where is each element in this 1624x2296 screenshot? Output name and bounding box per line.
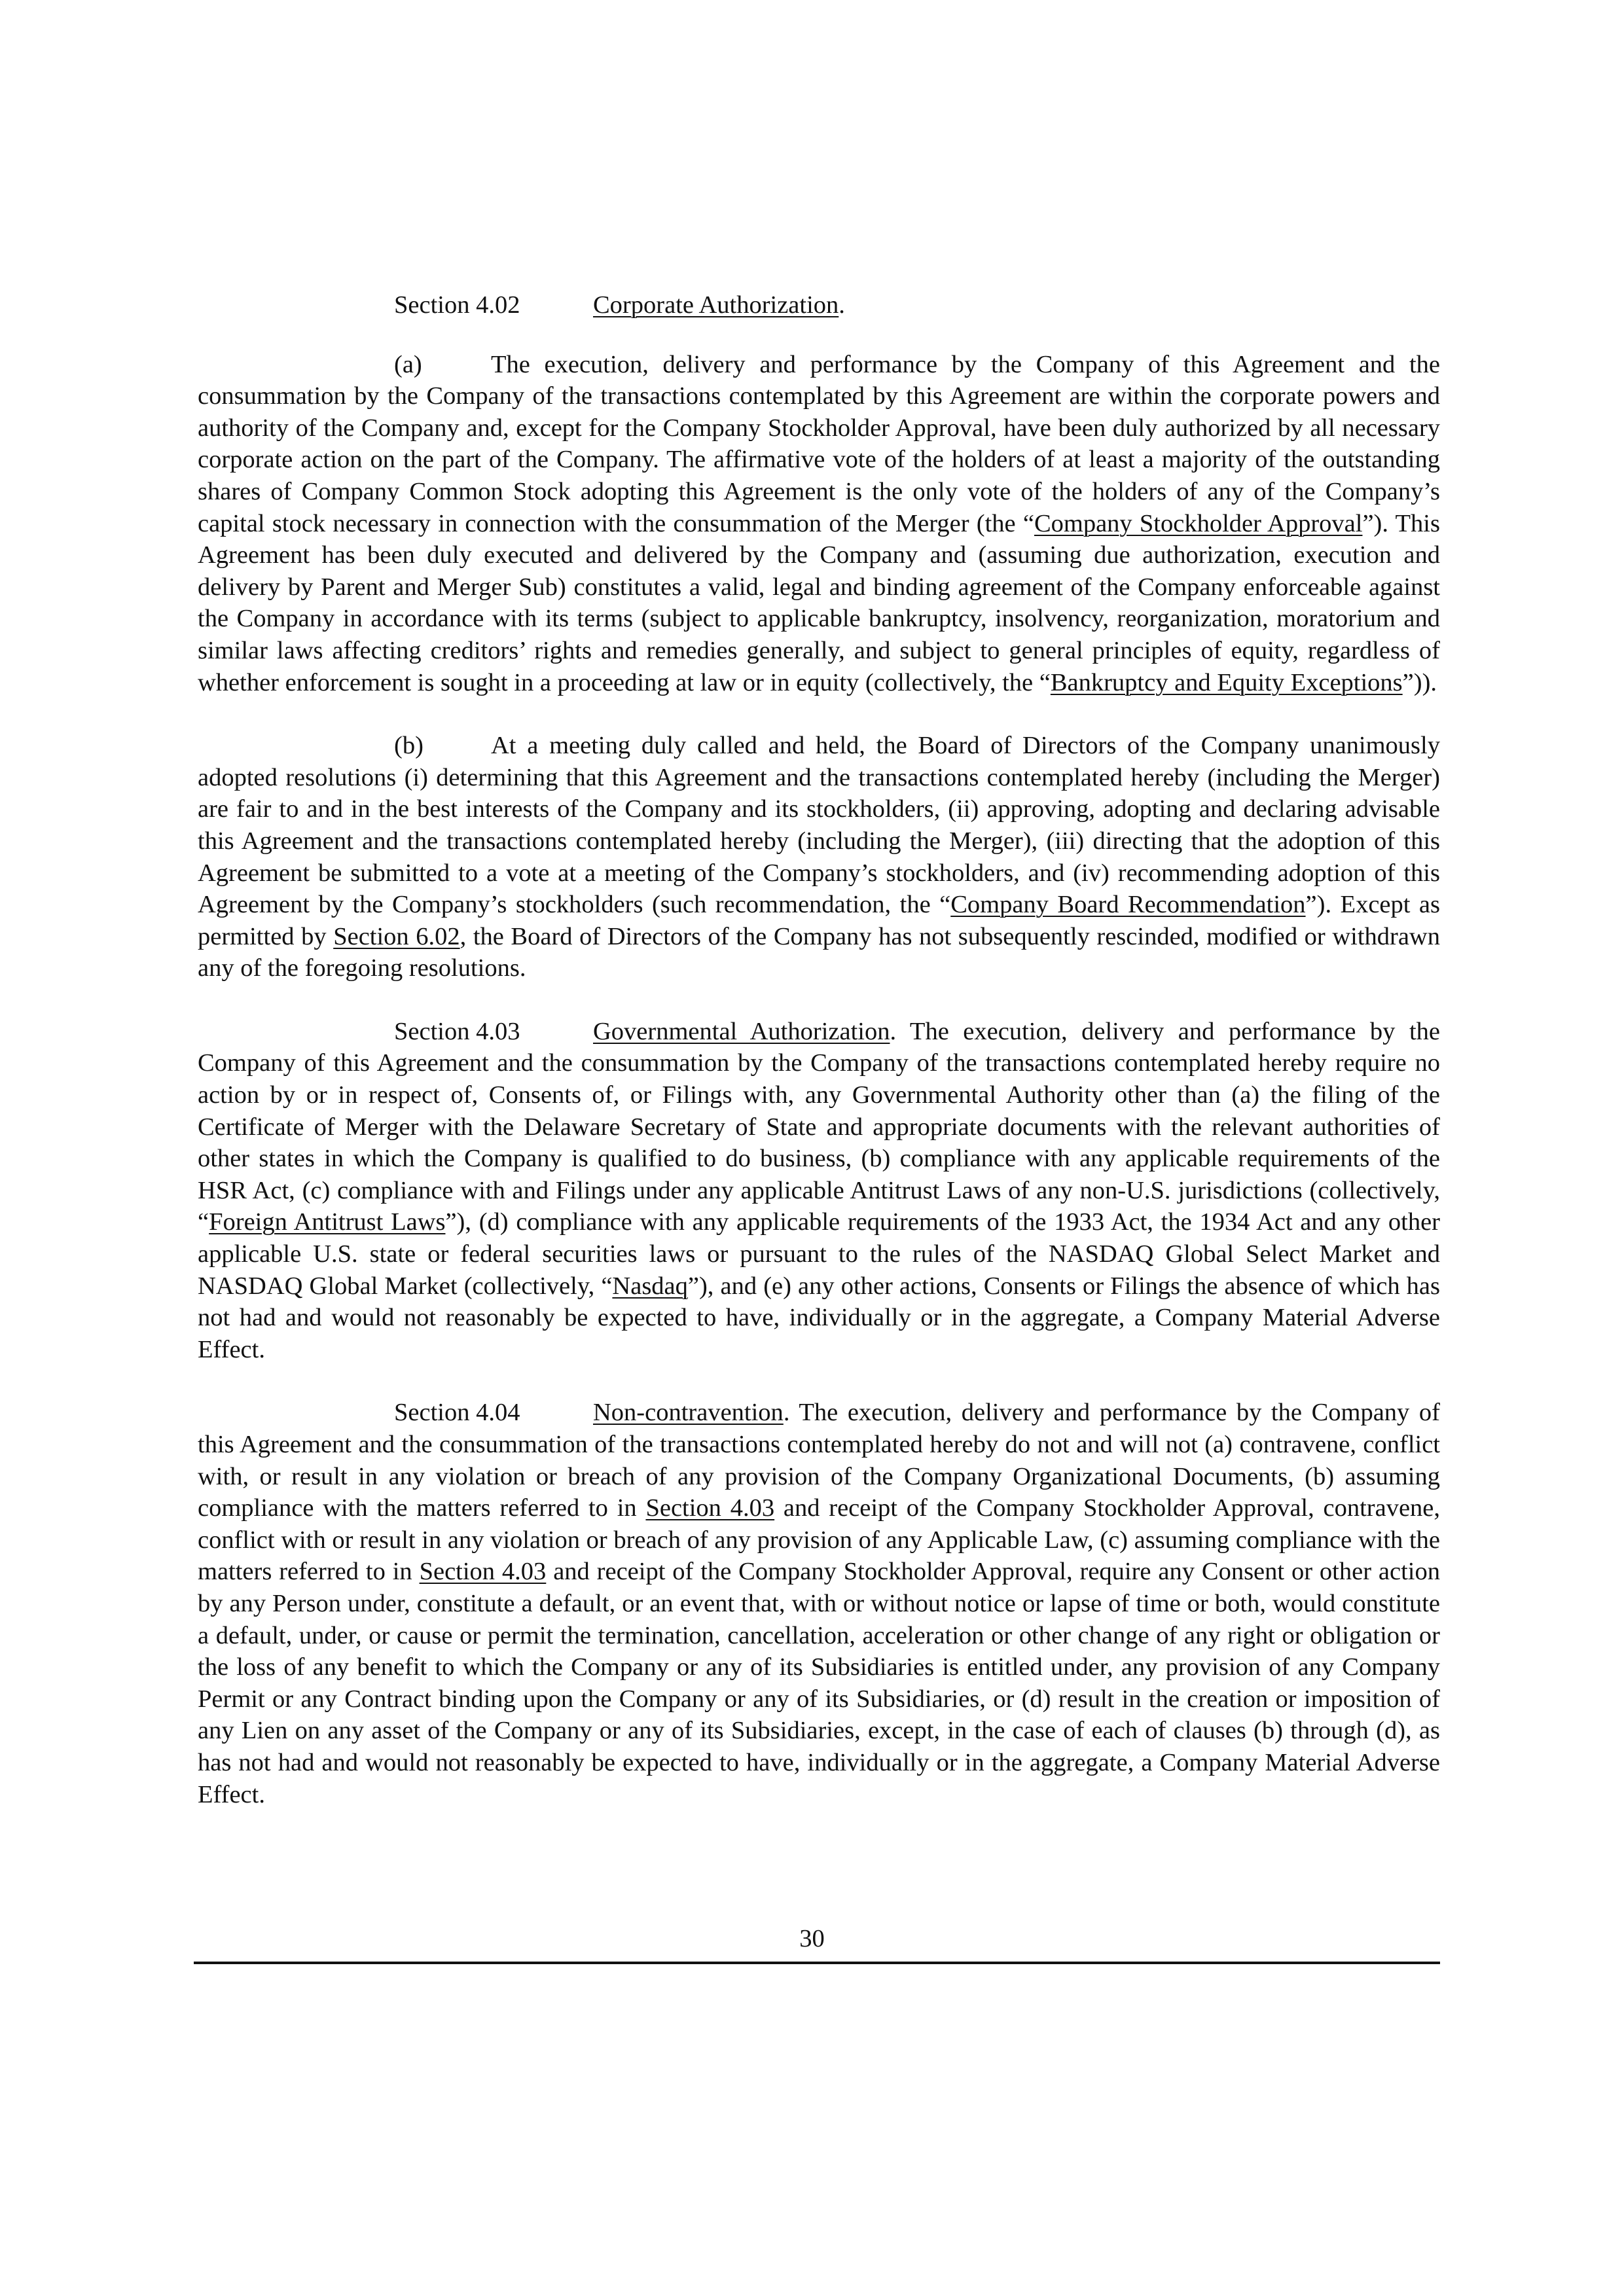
section-4-04-paragraph xyxy=(198,1397,1440,1810)
page-number: 30 xyxy=(799,1925,825,1952)
defined-term: Bankruptcy and Equity Exceptions xyxy=(1050,668,1403,696)
page-body xyxy=(198,289,1440,1842)
text-run: ”)). xyxy=(1402,668,1437,696)
section-number: Section 4.03 xyxy=(394,1017,520,1045)
defined-term: Nasdaq xyxy=(612,1272,688,1300)
section-reference: Section 4.03 xyxy=(419,1558,547,1586)
section-title: Governmental Authorization xyxy=(593,1017,890,1045)
defined-term: Company Board Recommendation xyxy=(950,891,1306,919)
section-title: Non-contravention xyxy=(593,1399,784,1427)
section-number: Section 4.02 xyxy=(394,291,520,319)
text-run: At a meeting duly called and held, the Board of Directors of the Company unanimously adopted resolutions (i) determining that this Agreement and the transactions contemplated hereby (including the Merger) are fair to and in the best interests of the Company and its stockholders, (ii) approving, adopting and declaring advisable this Agreement and the transactions contemplated hereby (including the Merger), (iii) directing that the adoption of this Agreement be submitted to a vote at a meeting of the Company’s stockholders, and (iv) recommending adoption of this Agreement by the Company’s stockholders (such recommendation, the “ xyxy=(198,732,1440,919)
text-run: ”). This Agreement has been duly executed and delivered by the Company and (assuming due authorization, execution and delivery by Parent and Merger Sub) constitutes a valid, legal and binding agreement of the Company enforceable against the Company in accordance with its terms (subject to applicable bankruptcy, insolvency, reorganization, moratorium and similar laws affecting creditors’ rights and remedies generally, and subject to general principles of equity, regardless of whether enforcement is sought in a proceeding at law or in equity (collectively, the “ xyxy=(198,509,1440,696)
heading-period: . xyxy=(839,291,845,319)
defined-term: Foreign Antitrust Laws xyxy=(209,1208,446,1236)
text-run: , the Board of Directors of the Company has not subsequently rescinded, modified or withdrawn any of the foregoing resolutions. xyxy=(198,922,1440,982)
text-run: ”). Except as permitted by xyxy=(198,891,1440,950)
defined-term: Company Stockholder Approval xyxy=(1034,509,1363,537)
text-run: and receipt of the Company Stockholder Approval, require any Consent or other action by any Person under, constitute a default, or an event that, with or without notice or lapse of time or both, would constitute a default, under, or cause or permit the termination, cancellation, acceleration or other change of any right or obligation or the loss of any benefit to which the Company or any of its Subsidiaries is entitled under, any provision of any Company Permit or any Contract binding upon the Company or any of its Subsidiaries, or (d) result in the creation or imposition of any Lien on any asset of the Company or any of its Subsidiaries, except, in the case of each of clauses (b) through (d), as has not had and would not reasonably be expected to have, individually or in the aggregate, a Company Material Adverse Effect. xyxy=(198,1558,1440,1808)
footer-rule xyxy=(194,1962,1440,1964)
clause-label: (a) xyxy=(394,350,422,378)
section-reference: Section 4.03 xyxy=(645,1494,775,1522)
paragraph-a xyxy=(198,349,1440,699)
clause-label: (b) xyxy=(394,732,424,760)
section-4-03-paragraph xyxy=(198,1016,1440,1366)
paragraph-b xyxy=(198,730,1440,984)
text-run: ”), and (e) any other actions, Consents or Filings the absence of which has not had and would not reasonably be expected to have, individually or in the aggregate, a Company Material Adverse Effect. xyxy=(198,1272,1440,1363)
text-run: . The execution, delivery and performance by the Company of this Agreement and the consummation of the transactions contemplated hereby do not and will not (a) contravene, conflict with, or result in any violation or breach of any provision of the Company Organizational Documents, (b) assuming compliance with the matters referred to in xyxy=(198,1399,1440,1522)
section-number: Section 4.04 xyxy=(394,1399,520,1427)
text-run: . The execution, delivery and performance by the Company of this Agreement and the consummation by the Company of the transactions contemplated hereby require no action by or in respect of, Consents of, or Filings with, any Governmental Authority other than (a) the filing of the Certificate of Merger with the Delaware Secretary of State and appropriate documents with the relevant authorities of other states in which the Company is qualified to do business, (b) compliance with any applicable requirements of the HSR Act, (c) compliance with and Filings under any applicable Antitrust Laws of any non-U.S. jurisdictions (collectively, “ xyxy=(198,1017,1440,1236)
text-run: The execution, delivery and performance by the Company of this Agreement and the consummation by the Company of the transactions contemplated by this Agreement are within the corporate powers and authority of the Company and, except for the Company Stockholder Approval, have been duly authorized by all necessary corporate action on the part of the Company. The affirmative vote of the holders of at least a majority of the outstanding shares of Company Common Stock adopting this Agreement is the only vote of the holders of any of the Company’s capital stock necessary in connection with the consummation of the Merger (the “ xyxy=(198,350,1440,537)
section-title: Corporate Authorization xyxy=(593,291,839,319)
text-run: and receipt of the Company Stockholder Approval, contravene, conflict with or result in any violation or breach of any provision of any Applicable Law, (c) assuming compliance with the matters referred to in xyxy=(198,1494,1441,1586)
text-run: ”), (d) compliance with any applicable requirements of the 1933 Act, the 1934 Act and any other applicable U.S. state or federal securities laws or pursuant to the rules of the NASDAQ Global Select Market and NASDAQ Global Market (collectively, “ xyxy=(198,1208,1440,1300)
section-reference: Section 6.02 xyxy=(333,922,460,950)
section-4-02-heading xyxy=(198,289,1440,321)
